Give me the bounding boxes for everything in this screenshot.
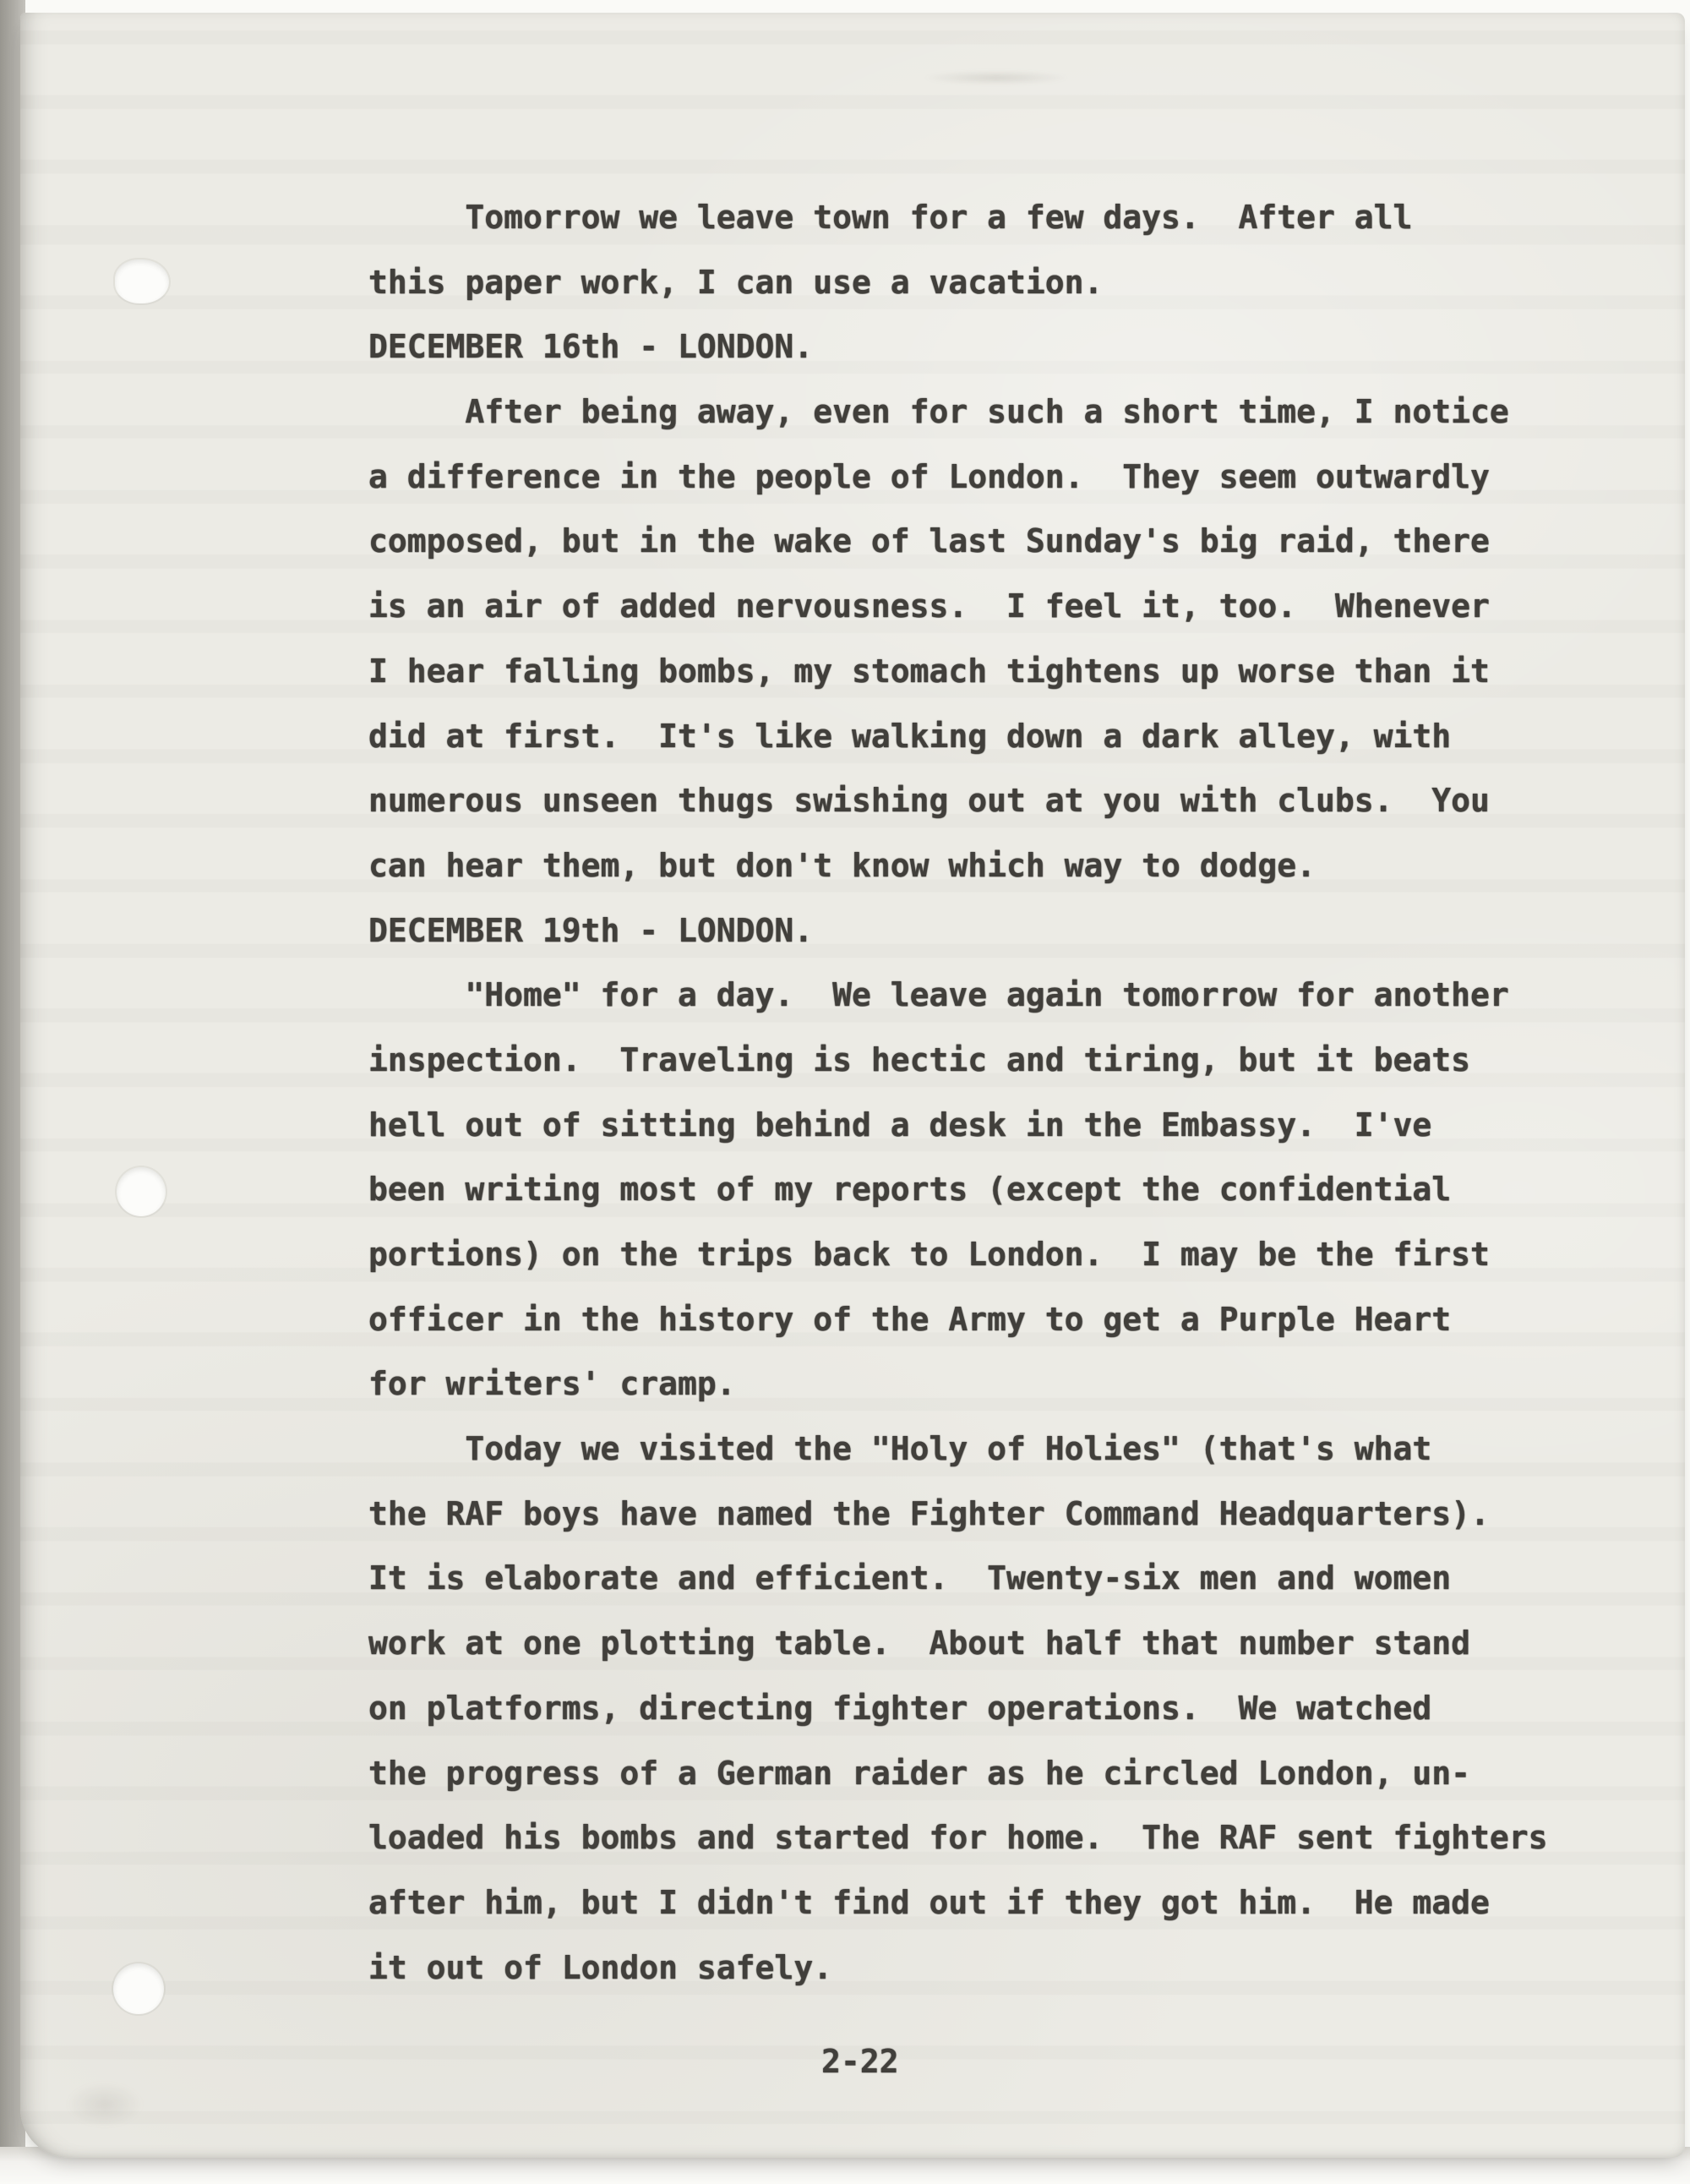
text-line: is an air of added nervousness. I feel it, too. Whenever — [368, 587, 1490, 625]
text-line: numerous unseen thugs swishing out at you with clubs. You — [368, 782, 1490, 820]
text-line: After being away, even for such a short time, I notice — [368, 393, 1509, 431]
punch-hole-middle — [117, 1167, 166, 1216]
punch-hole-bottom — [113, 1963, 164, 2014]
text-line: the RAF boys have named the Fighter Command Headquarters). — [368, 1494, 1490, 1532]
text-line: hell out of sitting behind a desk in the Embassy. I've — [368, 1106, 1432, 1144]
text-line: DECEMBER 16th - LONDON. — [368, 328, 814, 366]
text-line: composed, but in the wake of last Sunday's big raid, there — [368, 522, 1490, 560]
text-line: on platforms, directing fighter operations. We watched — [368, 1689, 1432, 1727]
text-line: DECEMBER 19th - LONDON. — [368, 911, 814, 949]
text-line: It is elaborate and efficient. Twenty-six men and women — [368, 1559, 1452, 1597]
text-line: work at one plotting table. About half that number stand — [368, 1624, 1471, 1663]
corner-smudge — [54, 2075, 155, 2134]
page-number: 2-22 — [821, 2043, 899, 2080]
text-line: I hear falling bombs, my stomach tightens up worse than it — [368, 652, 1490, 690]
pencil-smudge — [899, 68, 1093, 87]
text-line: officer in the history of the Army to get a Purple Heart — [368, 1300, 1452, 1338]
text-line: it out of London safely. — [368, 1948, 833, 1986]
text-line: a difference in the people of London. They seem outwardly — [368, 457, 1490, 495]
document-page — [20, 13, 1685, 2158]
punch-hole-top — [115, 259, 169, 303]
text-line: Tomorrow we leave town for a few days. After all — [368, 199, 1413, 236]
text-line: did at first. It's like walking down a dark alley, with — [368, 717, 1452, 755]
text-line: the progress of a German raider as he circled London, un- — [368, 1754, 1471, 1792]
text-line: for writers' cramp. — [368, 1365, 736, 1403]
text-line: been writing most of my reports (except the confidential — [368, 1171, 1452, 1209]
text-line: Today we visited the "Holy of Holies" (that's what — [368, 1430, 1432, 1468]
text-line: can hear them, but don't know which way to dodge. — [368, 846, 1317, 884]
text-line: portions) on the trips back to London. I may be the first — [368, 1236, 1490, 1273]
text-line: loaded his bombs and started for home. The RAF sent fighters — [368, 1819, 1548, 1857]
text-line: "Home" for a day. We leave again tomorrow for another — [368, 976, 1509, 1014]
text-line: this paper work, I can use a vacation. — [368, 263, 1104, 301]
text-line: inspection. Traveling is hectic and tiring, but it beats — [368, 1040, 1471, 1078]
text-line: after him, but I didn't find out if they got him. He made — [368, 1883, 1490, 1921]
typed-text-block — [368, 185, 1602, 2000]
